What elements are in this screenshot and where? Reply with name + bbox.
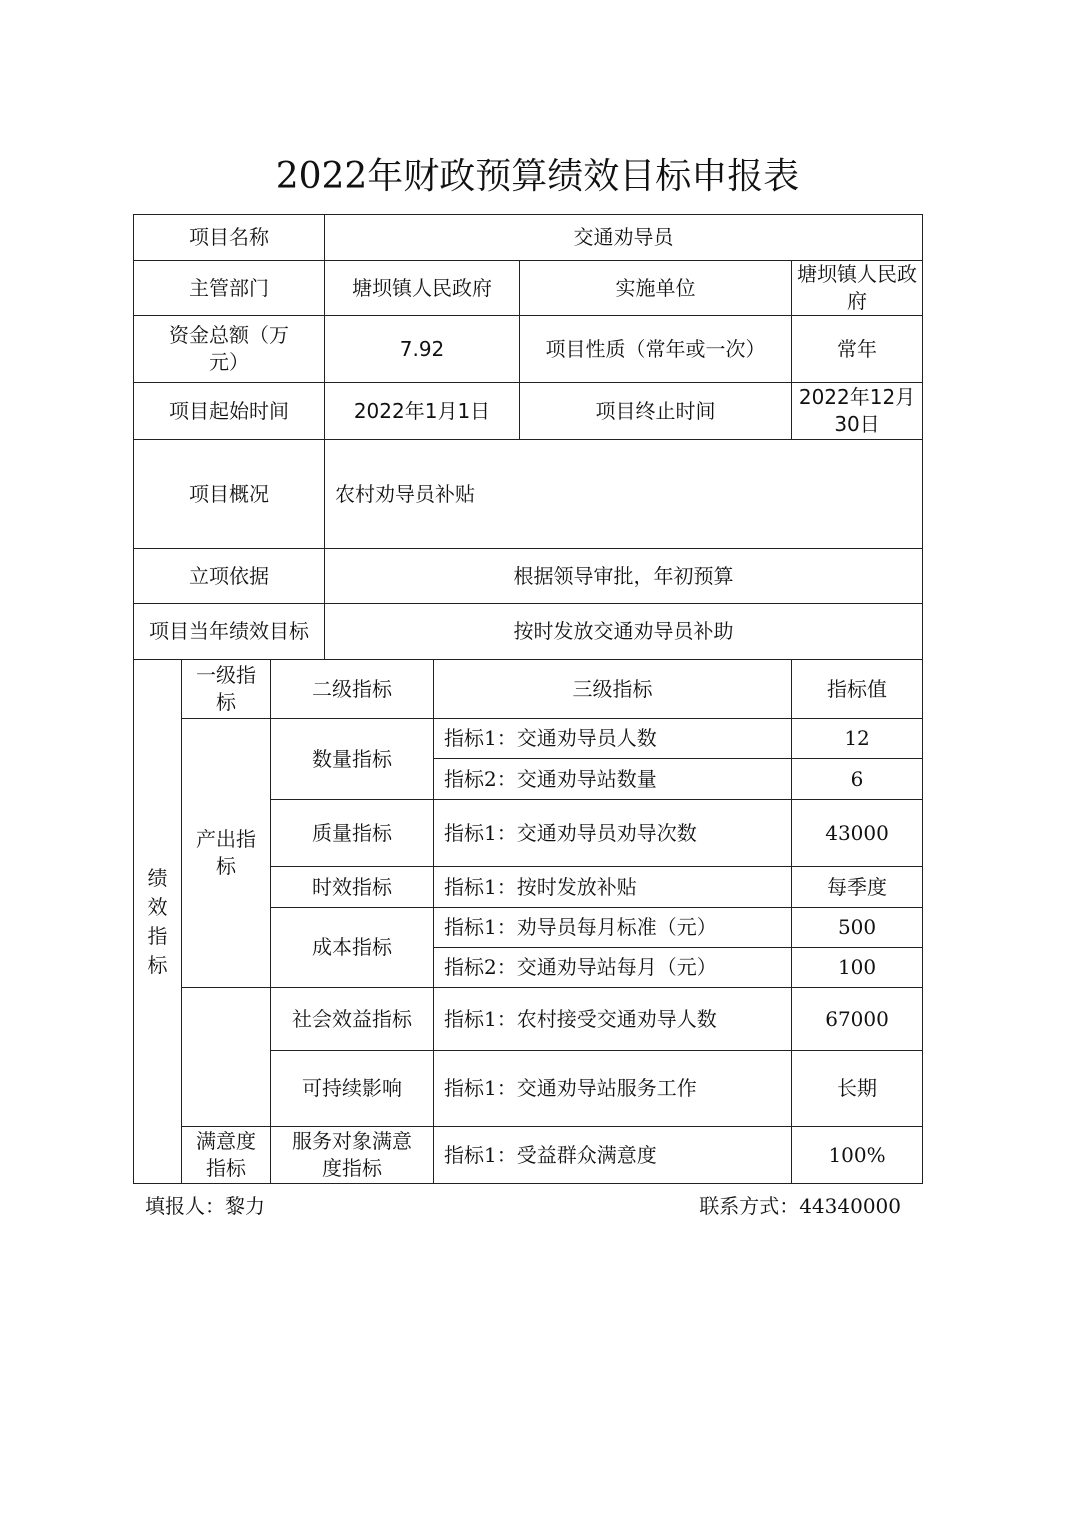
implementer-value: 塘坝镇人民政府 — [792, 261, 923, 316]
row-goal — [134, 604, 923, 660]
header-level3: 三级指标 — [434, 660, 792, 719]
row-basis — [134, 549, 923, 604]
reporter: 填报人：黎力 — [145, 1194, 265, 1218]
quantity-2-text: 指标2：交通劝导站数量 — [434, 759, 792, 800]
section-char-3: 指 — [147, 923, 168, 948]
service-satisfaction-label: 服务对象满意度指标 — [271, 1127, 434, 1184]
page-title: 2022年财政预算绩效目标申报表 — [275, 156, 800, 197]
cost-label: 成本指标 — [271, 908, 434, 988]
row-overview — [134, 440, 923, 549]
quality-label: 质量指标 — [271, 800, 434, 867]
row-quantity-1 — [134, 719, 923, 759]
cost-2-text: 指标2：交通劝导站每月（元） — [434, 948, 792, 988]
quality-1-value: 43000 — [792, 800, 923, 867]
effect-indicators-label — [182, 988, 271, 1127]
fund-label: 资金总额（万元） — [134, 316, 325, 383]
row-dates — [134, 383, 923, 440]
nature-label: 项目性质（常年或一次） — [520, 316, 792, 383]
row-satisfaction — [134, 1127, 923, 1184]
overview-label: 项目概况 — [134, 440, 325, 549]
project-name-label: 项目名称 — [134, 215, 325, 261]
output-indicators-label: 产出指标 — [182, 719, 271, 988]
goal-label: 项目当年绩效目标 — [134, 604, 325, 660]
quantity-2-value: 6 — [792, 759, 923, 800]
budget-performance-table — [133, 214, 923, 1184]
header-value: 指标值 — [792, 660, 923, 719]
row-social — [134, 988, 923, 1051]
timeliness-1-text: 指标1：按时发放补贴 — [434, 867, 792, 908]
timeliness-1-value: 每季度 — [792, 867, 923, 908]
section-char-2: 效 — [147, 894, 168, 919]
performance-indicators-label — [134, 660, 182, 1184]
department-label: 主管部门 — [134, 261, 325, 316]
social-1-text: 指标1：农村接受交通劝导人数 — [434, 988, 792, 1051]
department-value: 塘坝镇人民政府 — [325, 261, 520, 316]
start-value: 2022年1月1日 — [325, 383, 520, 440]
overview-value: 农村劝导员补贴 — [325, 440, 923, 549]
satisfaction-label: 满意度指标 — [182, 1127, 271, 1184]
end-value: 2022年12月30日 — [792, 383, 923, 440]
fund-value: 7.92 — [325, 316, 520, 383]
quantity-1-text: 指标1：交通劝导员人数 — [434, 719, 792, 759]
satisfaction-1-value: 100% — [792, 1127, 923, 1184]
implementer-label: 实施单位 — [520, 261, 792, 316]
quantity-label: 数量指标 — [271, 719, 434, 800]
row-indicator-header — [134, 660, 923, 719]
sustain-1-value: 长期 — [792, 1051, 923, 1127]
nature-value: 常年 — [792, 316, 923, 383]
social-label: 社会效益指标 — [271, 988, 434, 1051]
row-project-name — [134, 215, 923, 261]
start-label: 项目起始时间 — [134, 383, 325, 440]
section-char-4: 标 — [147, 952, 168, 977]
quality-1-text: 指标1：交通劝导员劝导次数 — [434, 800, 792, 867]
basis-value: 根据领导审批，年初预算 — [325, 549, 923, 604]
project-name-value: 交通劝导员 — [325, 215, 923, 261]
contact: 联系方式：44340000 — [699, 1194, 901, 1218]
row-department — [134, 261, 923, 316]
timeliness-label: 时效指标 — [271, 867, 434, 908]
row-fund — [134, 316, 923, 383]
quantity-1-value: 12 — [792, 719, 923, 759]
header-level1: 一级指标 — [182, 660, 271, 719]
basis-label: 立项依据 — [134, 549, 325, 604]
goal-value: 按时发放交通劝导员补助 — [325, 604, 923, 660]
satisfaction-1-text: 指标1：受益群众满意度 — [434, 1127, 792, 1184]
cost-1-text: 指标1：劝导员每月标准（元） — [434, 908, 792, 948]
cost-2-value: 100 — [792, 948, 923, 988]
sustain-1-text: 指标1：交通劝导站服务工作 — [434, 1051, 792, 1127]
social-1-value: 67000 — [792, 988, 923, 1051]
cost-1-value: 500 — [792, 908, 923, 948]
sustain-label: 可持续影响 — [271, 1051, 434, 1127]
header-level2: 二级指标 — [271, 660, 434, 719]
section-char-1: 绩 — [147, 865, 168, 890]
end-label: 项目终止时间 — [520, 383, 792, 440]
